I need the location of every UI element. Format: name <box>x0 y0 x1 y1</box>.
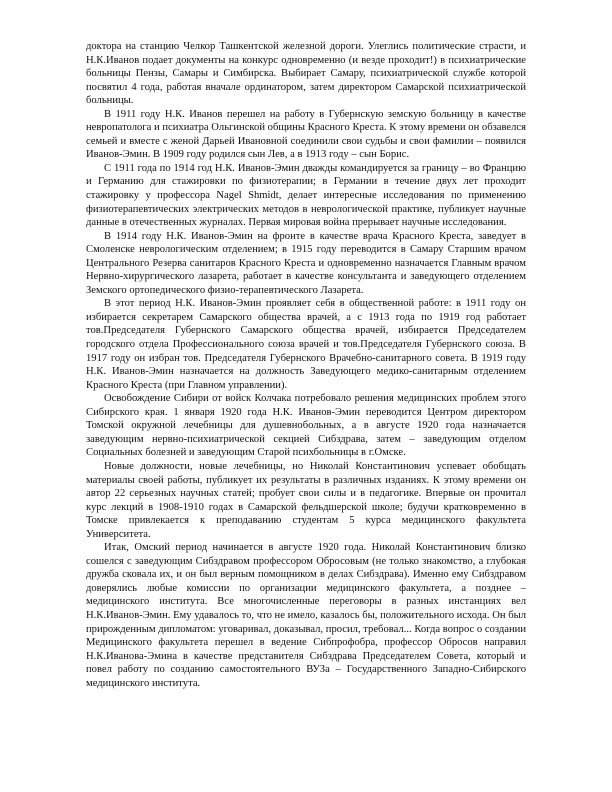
paragraph-8: Итак, Омский период начинается в августе 1920 года. Николай Константинович близко сошелся с заведующим Сибздравом профессором Обросовым (не только знакомство, а глубокая дружба сковала их, и он был верным помощником в делах Сибздрава). Именно ему Сибздравом доверялись любые комиссии по организации медицинского факультета, а позднее – медицинского института. Все многочисленные переговоры в разных инстанциях вел Н.К.Иванов-Эмин. Ему удавалось то, что не имело, казалось бы, положительного исхода. Он был прирожденным дипломатом: уговаривал, доказывал, просил, требовал... Когда вопрос о создании Медицинского факультета перешел в ведение Сибпрофобра, профессор Обросов направил Н.К.Иванова-Эмина в качестве представителя Сибздрава Председателем Совета, который и повел работу по созданию самостоятельного ВУЗа – Государственного Западно-Сибирского медицинского института. <box>86 542 526 689</box>
document-page <box>86 40 526 690</box>
paragraph-7: Новые должности, новые лечебницы, но Николай Константинович успевает обобщать материалы своей работы, публикует их результаты в различных изданиях. К этому времени он автор 22 серьезных научных статей; пробует свои силы и в педагогике. Впервые он прочитал курс лекций в 1908-1910 годах в Самарской фельдшерской школе; будучи кратковременно в Томске привлекается к преподаванию студентам 5 курса медицинского факультета Университета. <box>86 460 526 540</box>
paragraph-5: В этот период Н.К. Иванов-Эмин проявляет себя в общественной работе: в 1911 году он избирается секретарем Самарского общества врачей, а с 1913 года по 1919 год работает тов.Председателя Губернского Самарского общества врачей, избирается Председателем городского отдела Профессионального союза врачей и тов.Председателя Губернского союза. В 1917 году он избран тов. Председателя Губернского Врачебно-санитарного совета. В 1919 году Н.К. Иванов-Эмин назначается на должность Заведующего медико-санитарным отделением Красного Креста (при Главном управлении). <box>86 298 526 391</box>
paragraph-6: Освобождение Сибири от войск Колчака потребовало решения медицинских проблем этого Сибирского края. 1 января 1920 года Н.К. Иванов-Эмин переводится Центром директором Томской окружной лечебницы для душевнобольных, а в августе 1920 года назначается заведующим нервно-психиатрической секцией Сибздрава, затем – заведующим отделом Социальных болезней и заведующим Старой психбольницы в г.Омске. <box>86 393 526 459</box>
paragraph-3: С 1911 года по 1914 год Н.К. Иванов-Эмин дважды командируется за границу – во Францию и Германию для стажировки по физиотерапии; в Германии в течение двух лет проходит стажировку у профессора Nagel Shmidt, делает интересные исследования по применению физиотерапевтических электрических методов в неврологической практике, публикует научные данные в отечественных журналах. Первая мировая война прерывает научные исследования. <box>86 162 526 229</box>
paragraph-2: В 1911 году Н.К. Иванов перешел на работу в Губернскую земскую больницу в качестве невропатолога и психиатра Ольгинской общины Красного Креста. К этому времени он обзавелся семьей и вместе с женой Дарьей Ивановной соединили свои судьбы и свои фамилии – появился Иванов-Эмин. В 1909 году родился сын Лев, а в 1913 году – сын Борис. <box>86 108 526 161</box>
paragraph-4: В 1914 году Н.К. Иванов-Эмин на фронте в качестве врача Красного Креста, заведует в Смоленске неврологическим отделением; в 1915 году переводится в Самару Старшим врачом Центрального Резерва санитаров Красного Креста и одновременно назначается Главным врачом Нервно-хирургического лазарета, работает в качестве консультанта и заведующего отделением Земского ортопедического физио-терапевтического Лазарета. <box>86 230 526 296</box>
paragraph-1: доктора на станцию Челкор Ташкентской железной дороги. Улеглись политические страсти, и Н.К.Иванов подает документы на конкурс одновременно (и везде проходит!) в психиатрические больницы Пензы, Самары и Симбирска. Выбирает Самару, психиатрической службе которой посвятил 4 года, работая вначале ординатором, затем директором Самарской психиатрической больницы. <box>86 41 526 107</box>
